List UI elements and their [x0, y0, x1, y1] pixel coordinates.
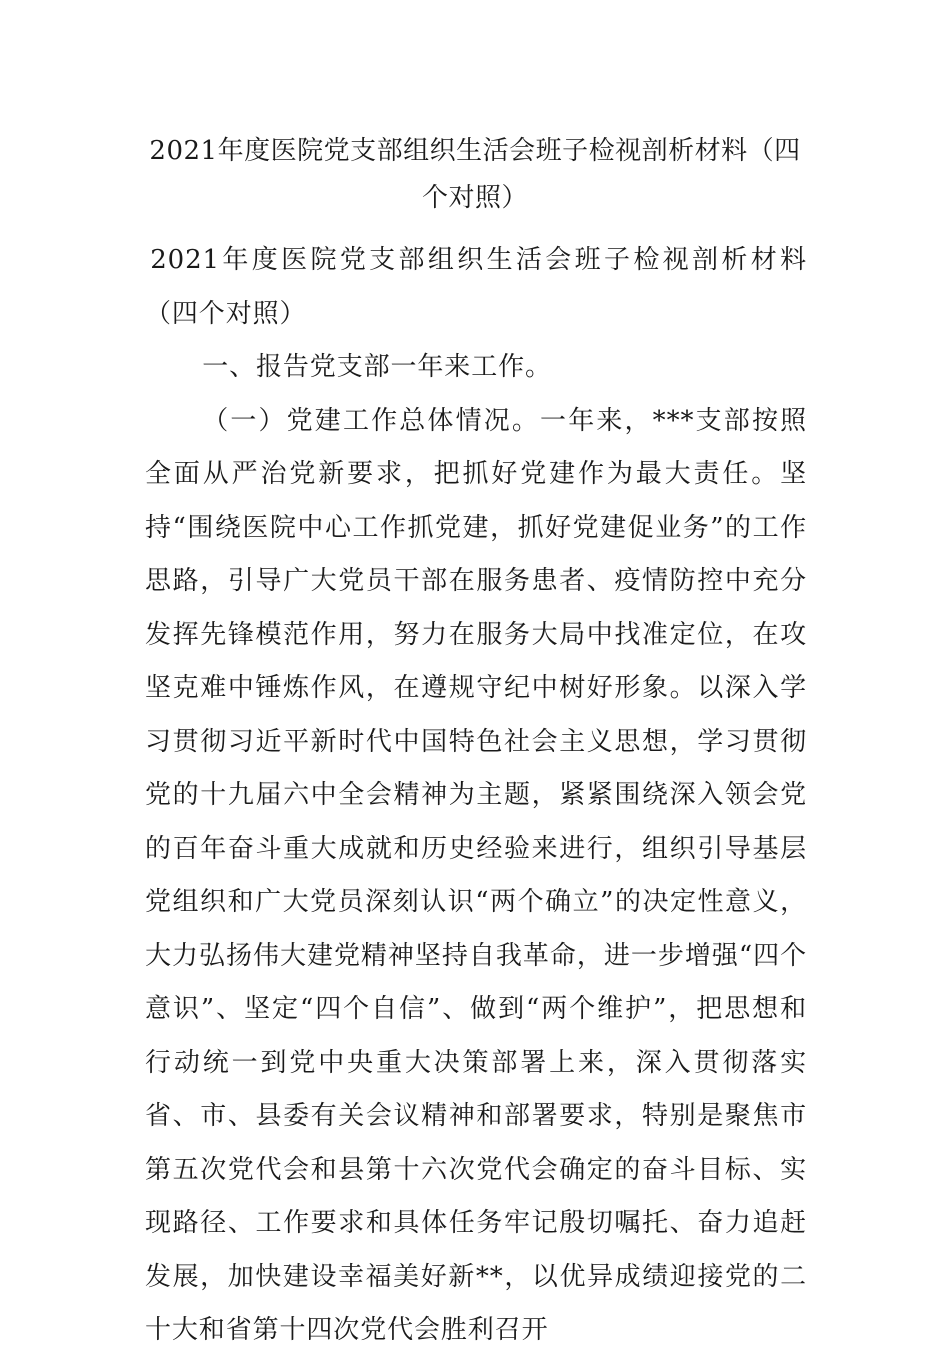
- document-body: [145, 234, 807, 1358]
- repeated-title-paragraph: 2021年度医院党支部组织生活会班子检视剖析材料（四个对照）: [145, 245, 807, 329]
- section-heading: 一、报告党支部一年来工作。: [202, 352, 552, 382]
- document-title: 2021年度医院党支部组织生活会班子检视剖析材料（四个对照）: [149, 136, 801, 213]
- body-paragraph: （一）党建工作总体情况。一年来，***支部按照全面从严治党新要求，把抓好党建作为最大责任。坚持“围绕医院中心工作抓党建，抓好党建促业务”的工作思路，引导广大党员干部在服务患者、疫情防控中充分发挥先锋模范作用，努力在服务大局中找准定位，在攻坚克难中锤炼作风，在遵规守纪中树好形象。以深入学习贯彻习近平新时代中国特色社会主义思想，学习贯彻党的十九届六中全会精神为主题，紧紧围绕深入领会党的百年奋斗重大成就和历史经验来进行，组织引导基层党组织和广大党员深刻认识“两个确立”的决定性意义，大力弘扬伟大建党精神坚持自我革命，进一步增强“四个意识”、坚定“四个自信”、做到“两个维护”，把思想和行动统一到党中央重大决策部署上来，深入贯彻落实省、市、县委有关会议精神和部署要求，特别是聚焦市第五次党代会和县第十六次党代会确定的奋斗目标、实现路径、工作要求和具体任务牢记殷切嘱托、奋力追赶发展，加快建设幸福美好新**，以优异成绩迎接党的二十大和省第十四次党代会胜利召开: [145, 405, 807, 1345]
